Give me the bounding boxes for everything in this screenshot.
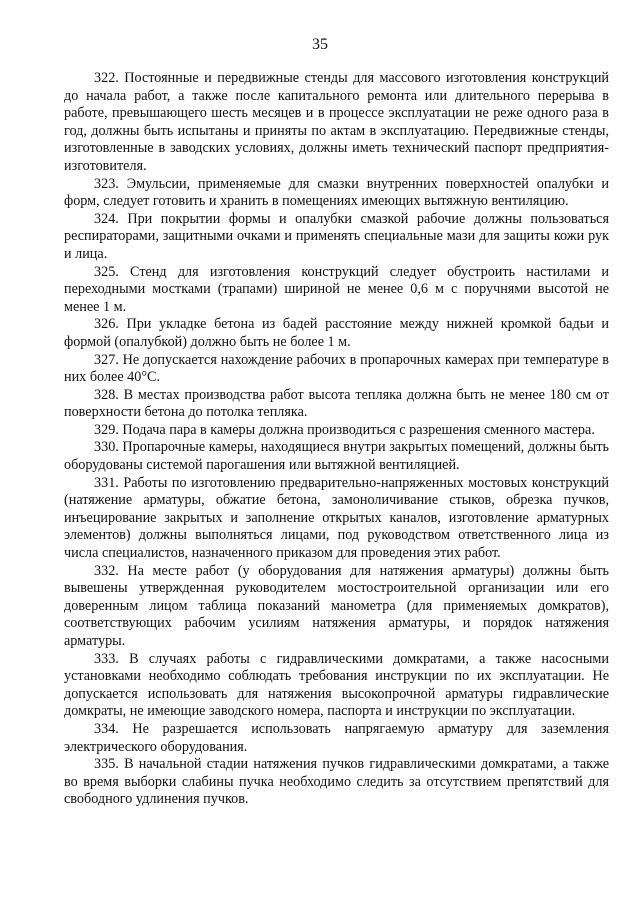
page-number: 35 (312, 36, 328, 53)
paragraph-334: 334. Не разрешается использовать напрягаемую арматуру для заземления электрического оборудования. (64, 720, 609, 755)
paragraph-331: 331. Работы по изготовлению предварительно-напряженных мостовых конструкций (натяжение арматуры, обжатие бетона, замоноличивание стыков, обрезка пучков, инъецирование закрытых и заполнение открытых каналов, изготовление арматурных элементов) должны выполняться лицами, под руководством ответственного лица из числа специалистов, назначенного приказом для проведения этих работ. (64, 474, 609, 562)
paragraph-329: 329. Подача пара в камеры должна производиться с разрешения сменного мастера. (94, 421, 595, 438)
paragraph-325: 325. Стенд для изготовления конструкций следует обустроить настилами и переходными мостками (трапами) шириной не менее 0,6 м с поручнями высотой не менее 1 м. (64, 263, 609, 315)
paragraph-333: 333. В случаях работы с гидравлическими домкратами, а также насосными установками необходимо соблюдать требования инструкции по их эксплуатации. Не допускается использовать для натяжения высокопрочной арматуры гидравлические домкраты, не имеющие заводского номера, паспорта и инструкции по эксплуатации. (64, 650, 609, 720)
paragraph-330: 330. Пропарочные камеры, находящиеся внутри закрытых помещений, должны быть оборудованы системой парогашения или вытяжной вентиляцией. (64, 439, 609, 474)
paragraph-323: 323. Эмульсии, применяемые для смазки внутренних поверхностей опалубки и форм, следует готовить и хранить в помещениях имеющих вытяжную вентиляцию. (64, 175, 609, 210)
paragraph-332: 332. На месте работ (у оборудования для натяжения арматуры) должны быть вывешены утвержденная руководителем мостостроительной организации или его доверенным лицом таблица показаний манометра (для применяемых домкратов), соответствующих рабочим усилиям натяжения арматуры, и порядок натяжения арматуры. (64, 562, 609, 649)
paragraph-328: 328. В местах производства работ высота тепляка должна быть не менее 180 см от поверхности бетона до потолка тепляка. (64, 386, 609, 421)
paragraph-326: 326. При укладке бетона из бадей расстояние между нижней кромкой бадьи и формой (опалубкой) должно быть не более 1 м. (64, 316, 609, 350)
paragraph-322: 322. Постоянные и передвижные стенды для массового изготовления конструкций до начала работ, а также после капитального ремонта или длительного перерыва в работе, превышающего шесть месяцев и в процессе эксплуатации не реже одного раза в год, должны быть испытаны и приняты по актам в эксплуатацию. Передвижные стенды, изготовленные в заводских условиях, должны иметь технический паспорт предприятия-изготовителя. (64, 70, 609, 174)
paragraph-335: 335. В начальной стадии натяжения пучков гидравлическими домкратами, а также во время выборки слабины пучка необходимо следить за отсутствием препятствий для свободного удлинения пучков. (64, 756, 609, 808)
paragraph-324: 324. При покрытии формы и опалубки смазкой рабочие должны пользоваться респираторами, защитными очками и применять специальные мази для защиты кожи рук и лица. (64, 210, 609, 262)
page-body (64, 70, 609, 809)
paragraph-327: 327. Не допускается нахождение рабочих в пропарочных камерах при температуре в них более 40°С. (64, 351, 609, 386)
